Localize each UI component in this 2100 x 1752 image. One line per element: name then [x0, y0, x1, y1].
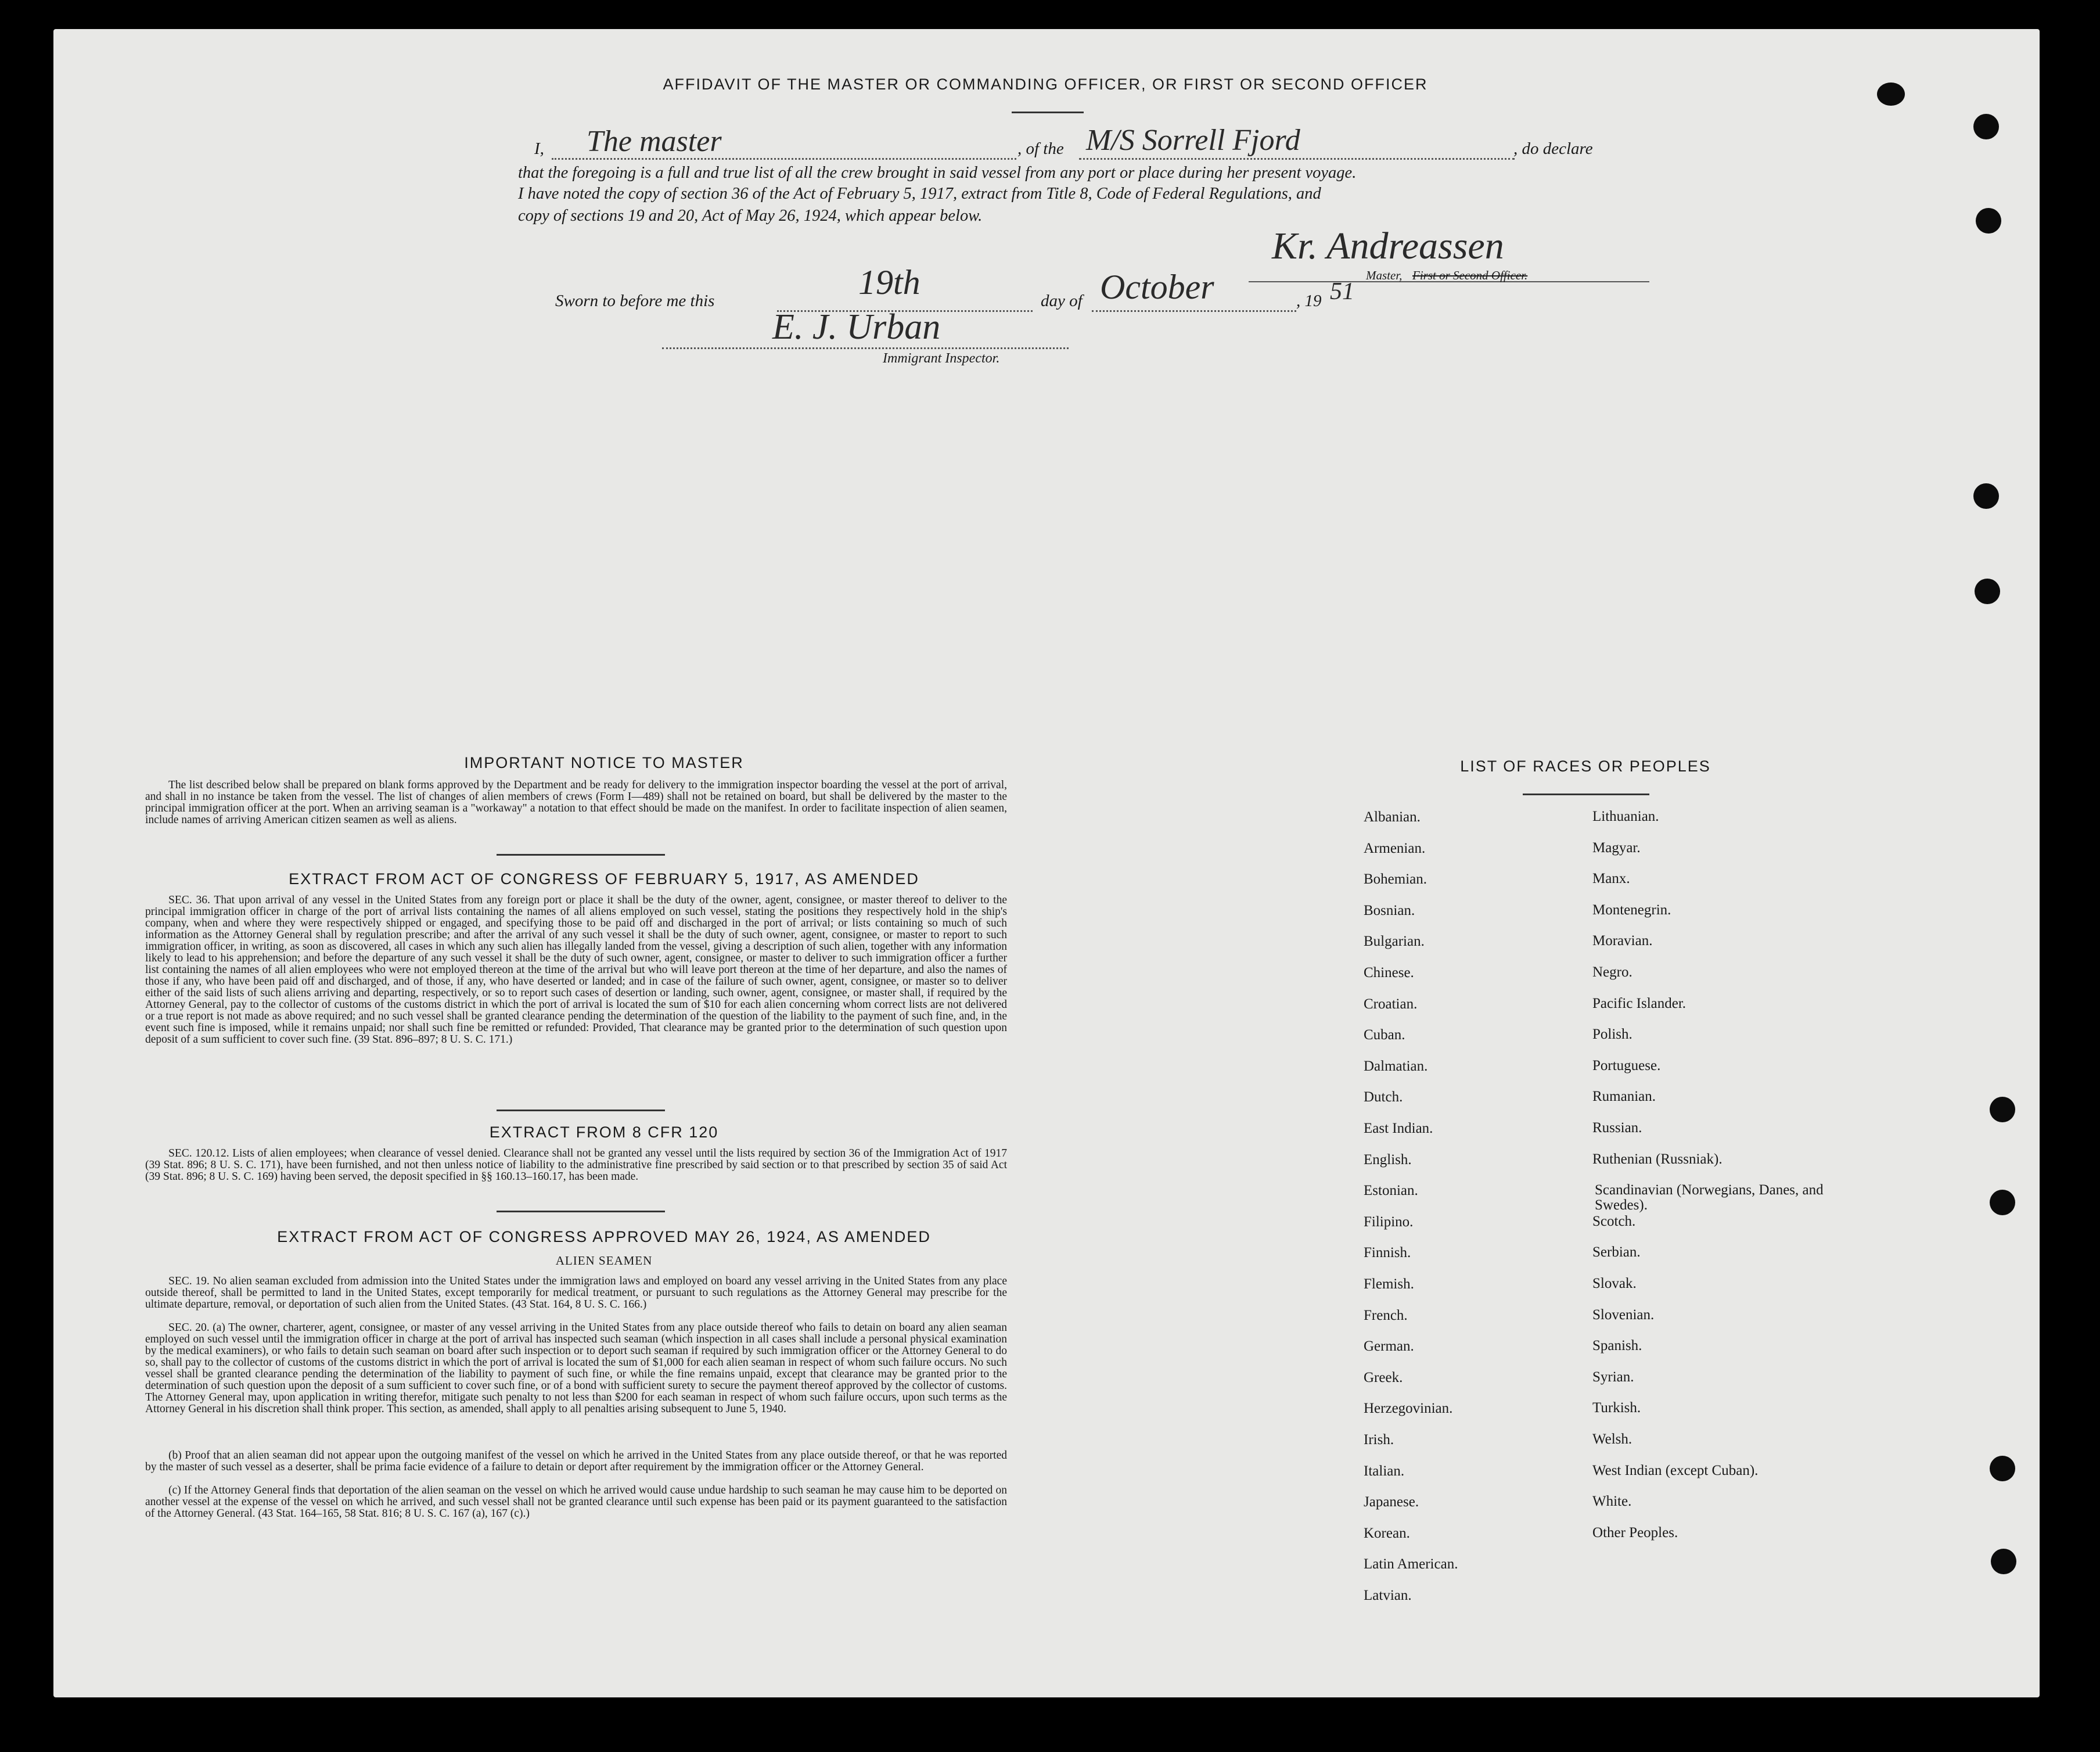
race-item: Ruthenian (Russniak). — [1592, 1151, 1723, 1167]
race-item: Lithuanian. — [1592, 809, 1659, 824]
extract-1924-sec20b: (b) Proof that an alien seaman did not appear upon the outgoing manifest of the vessel on which he arrived in the United States from any place outside thereof, or that he was reported by the master of such vessel as a deserter, shall be prima facie evidence of a failure to detain or deport after requirement by the immigration officer or the Attorney General. — [145, 1449, 1007, 1473]
inspector-label: Immigrant Inspector. — [883, 351, 1000, 366]
divider — [1523, 794, 1649, 795]
race-item: Estonian. — [1364, 1183, 1418, 1199]
race-item: Albanian. — [1364, 809, 1421, 825]
punch-hole — [1973, 114, 1999, 139]
race-item: Scandinavian (Norwegians, Danes, and Swedes). — [1595, 1182, 1824, 1214]
day-of-label: day of — [1041, 292, 1083, 310]
race-item: Serbian. — [1592, 1244, 1641, 1261]
extract-1924-sec20c: (c) If the Attorney General finds that deportation of the alien seaman on the vessel on which he arrived would cause undue hardship to such seaman he may cause him to be deported on another vessel at the expense of the vessel on which he arrived, and such vessel shall not be granted clearance until such expense has been paid or its payment guaranteed to the satisfaction of the Attorney General. (43 Stat. 164–165, 58 Stat. 816; 8 U. S. C. 167 (a), 167 (c).) — [145, 1484, 1007, 1520]
punch-hole — [1990, 1097, 2015, 1122]
race-item: Moravian. — [1592, 933, 1653, 949]
race-item: Flemish. — [1364, 1276, 1414, 1292]
sworn-label: Sworn to before me this — [555, 292, 715, 310]
race-item: Negro. — [1592, 964, 1632, 980]
punch-hole — [1990, 1456, 2015, 1481]
month-handwritten: October — [1100, 268, 1214, 306]
divider — [497, 1211, 665, 1212]
race-item: Armenian. — [1364, 840, 1426, 856]
race-item: Bohemian. — [1364, 871, 1427, 888]
race-item: East Indian. — [1364, 1121, 1433, 1136]
race-item: Slovenian. — [1592, 1306, 1655, 1323]
race-item: Italian. — [1364, 1463, 1405, 1479]
year-handwritten: 51 — [1330, 278, 1354, 305]
race-item: Croatian. — [1364, 996, 1418, 1012]
divider — [497, 854, 665, 856]
master-signature-handwritten: Kr. Andreassen — [1272, 225, 1504, 267]
race-item: Finnish. — [1364, 1245, 1411, 1261]
notice-body: The list described below shall be prepared on blank forms approved by the Department and be ready for delivery to the immigration inspector boarding the vessel at the port of arrival, and shall in no instance be taken from the vessel. The list of changes of alien members of crews (Form I—489) shall not be retained on board, but shall be delivered by the master to the principal immigration officer at the port. When an arriving seaman is a "workaway" a notation to that effect should be made on the manifest. In order to facilitate inspection of alien seamen, include names of arriving American citizen seamen as well as aliens. — [145, 779, 1007, 826]
race-item: Slovak. — [1592, 1276, 1637, 1291]
race-item: Bulgarian. — [1364, 934, 1425, 950]
race-item: Welsh. — [1592, 1431, 1632, 1447]
race-item: White. — [1592, 1493, 1632, 1510]
vessel-dotted-line — [1079, 158, 1515, 160]
divider — [497, 1110, 665, 1111]
race-item: Korean. — [1364, 1525, 1410, 1541]
punch-hole — [1973, 483, 1999, 509]
alien-seamen-subtitle: ALIEN SEAMEN — [555, 1254, 653, 1268]
extract-cfr-title: EXTRACT FROM 8 CFR 120 — [489, 1123, 719, 1141]
master-name-handwritten: The master — [587, 125, 722, 158]
race-item: Pacific Islander. — [1592, 995, 1687, 1011]
race-item: Manx. — [1592, 871, 1630, 887]
race-item: Dutch. — [1364, 1089, 1403, 1105]
race-item: Cuban. — [1364, 1027, 1405, 1043]
i-label: I, — [534, 139, 544, 158]
race-item: Rumanian. — [1592, 1089, 1656, 1105]
race-item: French. — [1364, 1307, 1408, 1323]
race-item: Chinese. — [1364, 965, 1414, 981]
race-item: Filipino. — [1364, 1214, 1414, 1230]
race-item: German. — [1364, 1338, 1414, 1355]
divider — [1012, 112, 1084, 113]
affidavit-line-2: that the foregoing is a full and true list of all the crew brought in said vessel from any port or place during her present voyage. — [518, 164, 1357, 182]
race-item: Syrian. — [1592, 1369, 1634, 1385]
affidavit-line-3: I have noted the copy of section 36 of the Act of February 5, 1917, extract from Title 8, Code of Federal Regulations, and — [518, 185, 1321, 203]
race-item: Herzegovinian. — [1364, 1401, 1453, 1417]
day-handwritten: 19th — [858, 263, 920, 301]
month-dotted-line — [1092, 310, 1296, 312]
extract-cfr-body: SEC. 120.12. Lists of alien employees; when clearance of vessel denied. Clearance shall not be granted any vessel until the lists required by section 36 of the Immigration Act of 1917 (39 Stat. 896; 8 U. S. C. 171), have been furnished, and not then unless notice of liability to the administrative fine prescribed by said section or to that prescribed by section 35 of said Act (39 Stat. 896; 8 U. S. C. 169) having been served, the deposit specified in §§ 160.13–160.17, has been made. — [145, 1147, 1007, 1183]
race-item: Latvian. — [1364, 1588, 1412, 1603]
race-item: English. — [1364, 1151, 1412, 1168]
affidavit-title: AFFIDAVIT OF THE MASTER OR COMMANDING OFFICER, OR FIRST OR SECOND OFFICER — [663, 76, 1428, 93]
notice-title: IMPORTANT NOTICE TO MASTER — [464, 754, 744, 771]
race-item: Irish. — [1364, 1432, 1394, 1448]
vessel-name-handwritten: M/S Sorrell Fjord — [1086, 124, 1300, 157]
race-item: Japanese. — [1364, 1494, 1419, 1510]
punch-hole — [1975, 579, 2000, 604]
race-item: Magyar. — [1592, 839, 1641, 856]
race-item: Other Peoples. — [1592, 1524, 1678, 1541]
race-item: Montenegrin. — [1592, 902, 1671, 918]
inspector-dotted-line — [662, 347, 1069, 349]
race-item: Russian. — [1592, 1120, 1642, 1136]
extract-1924-sec19: SEC. 19. No alien seaman excluded from admission into the United States under the immigration laws and employed on board any vessel arriving in the United States from any place outside thereof, shall be permitted to land in the United States, except temporarily for medical treatment, or pursuant to such regulations as the Attorney General may prescribe for the ultimate departure, removal, or deportation of such alien from the United States. (43 Stat. 164, 8 U. S. C. 166.) — [145, 1275, 1007, 1311]
affidavit-line-4: copy of sections 19 and 20, Act of May 26, 1924, which appear below. — [518, 207, 983, 225]
race-item: Latin American. — [1364, 1556, 1458, 1573]
extract-1917-body: SEC. 36. That upon arrival of any vessel in the United States from any foreign port or place it shall be the duty of the owner, agent, consignee, or master thereof to deliver to the principal immigration officer in charge of the port of arrival lists containing the names of all aliens employed on such vessel, stating the positions they respectively hold in the ship's company, when and where they were respectively shipped or engaged, and specifying those to be paid off and discharged in the port of arrival; or lists containing so much of such information as the Attorney General shall by regulation prescribe; and after the arrival of any such vessel it shall be the duty of such owner, agent, consignee, or master to report to such immigration officer, in writing, as soon as discovered, all cases in which any such alien has illegally landed from the vessel, giving a description of such alien, together with any information likely to lead to his apprehension; and before the departure of any such vessel it shall be the duty of such owner, agent, consignee, or master to deliver to such immigration officer a further list containing the names of all alien employees who were not employed thereon at the time of the arrival but who will leave port thereon at the time of her departure, and also the names of those if any, who have been paid off and discharged, and of those, if any, who have deserted or landed; and in case of the failure of such owner, agent, consignee, or master so to deliver either of the said lists of such aliens arriving and departing, respectively, or so to report such cases of desertion or landing, such owner, agent, consignee, or master shall, if required by the Attorney General, pay to the collector of customs of the customs district in which the port of arrival is located the sum of $10 for each alien concerning whom correct lists are not delivered or a true report is not made as above required; and no such vessel shall be granted clearance pending the determination of the question of the liability to the payment of such fine, and, in the event such fine is imposed, while it remains unpaid; nor shall such fine be remitted or refunded: Provided, That clearance may be granted prior to the determination of such question upon deposit of a sum sufficient to cover such fine. (39 Stat. 896–897; 8 U. S. C. 171.) — [145, 894, 1007, 1046]
extract-1917-title: EXTRACT FROM ACT OF CONGRESS OF FEBRUARY 5, 1917, AS AMENDED — [289, 870, 919, 888]
race-item: Spanish. — [1592, 1338, 1642, 1354]
officer-label-struck: First or Second Officer. — [1412, 268, 1528, 282]
punch-hole — [1877, 82, 1905, 106]
race-item: Polish. — [1592, 1026, 1632, 1043]
race-item: Scotch. — [1592, 1213, 1636, 1229]
race-item: Turkish. — [1592, 1400, 1641, 1416]
race-item: Portuguese. — [1592, 1057, 1661, 1074]
races-title: LIST OF RACES OR PEOPLES — [1460, 757, 1711, 775]
do-declare-label: , do declare — [1513, 139, 1593, 158]
race-item: West Indian (except Cuban). — [1592, 1462, 1759, 1478]
race-item: Bosnian. — [1364, 902, 1415, 918]
punch-hole — [1976, 208, 2001, 234]
year-prefix: , 19 — [1296, 292, 1322, 310]
punch-hole — [1990, 1190, 2015, 1215]
extract-1924-sec20a: SEC. 20. (a) The owner, charterer, agent, consignee, or master of any vessel arriving in the United States from any place outside thereof who fails to detain on board any alien seaman employed on such vessel until the immigration officer in charge at the port of arrival has inspected such seaman (which inspection in all cases shall include a personal physical examination by the medical examiners), or who fails to detain such seaman on board after such inspection or to deport such seaman if required by such immigration officer or the Attorney General to do so, shall pay to the collector of customs of the customs district in which the port of arrival is located the sum of $1,000 for each alien seaman in respect of whom such failure occurs. No such vessel shall be granted clearance pending the determination of the liability to payment of such fine, or while the fine remains unpaid, except that clearance may be granted prior to the determination of such question upon the deposit of a sum sufficient to cover such fine, or of a bond with sufficient surety to secure the payment thereof approved by the collector of customs. The Attorney General may, upon application in writing therefor, mitigate such penalty to not less than $200 for each seaman in respect of whom such failure occurs, upon such terms as the Attorney General in his discretion shall think proper. This section, as amended, shall apply to all penalties arising subsequent to June 5, 1940. — [145, 1322, 1007, 1415]
document-page — [53, 29, 2040, 1697]
punch-hole — [1991, 1549, 2016, 1574]
extract-1924-title: EXTRACT FROM ACT OF CONGRESS APPROVED MAY 26, 1924, AS AMENDED — [277, 1228, 931, 1245]
race-item: Greek. — [1364, 1369, 1403, 1385]
master-label: Master, — [1366, 268, 1403, 282]
of-the-label: , of the — [1017, 139, 1064, 158]
race-item: Dalmatian. — [1364, 1058, 1428, 1074]
inspector-signature-handwritten: E. J. Urban — [772, 307, 941, 347]
